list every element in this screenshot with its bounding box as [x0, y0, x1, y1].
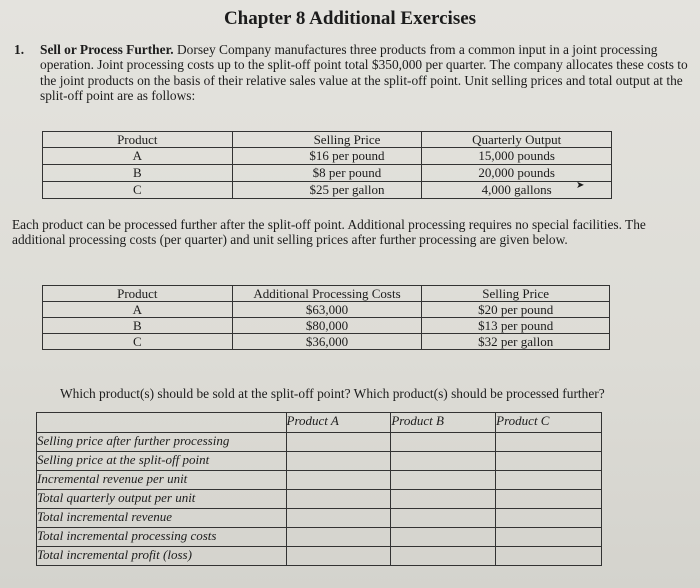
- table-row: [43, 165, 612, 182]
- table-row: [37, 433, 602, 452]
- table-cell: $13 per pound: [422, 318, 610, 334]
- table-cell: A: [43, 302, 233, 318]
- table-row: [43, 132, 612, 148]
- table-header: Product A: [286, 413, 391, 433]
- row-label: Total incremental processing costs: [37, 528, 287, 547]
- answer-cell[interactable]: [496, 471, 602, 490]
- table-cell: 20,000 pounds: [422, 165, 612, 182]
- answer-cell[interactable]: [391, 490, 496, 509]
- table-cell: $25 per gallon: [232, 182, 422, 199]
- row-label: Selling price after further processing: [37, 433, 287, 452]
- table-cell: A: [43, 148, 233, 165]
- table-header: [37, 413, 287, 433]
- answer-cell[interactable]: [496, 528, 602, 547]
- table-row: [37, 413, 602, 433]
- answer-table: [36, 412, 602, 566]
- table-header: Additional Processing Costs: [232, 286, 422, 302]
- table-cell: $63,000: [232, 302, 422, 318]
- table-row: [43, 334, 610, 350]
- table-cell: 15,000 pounds: [422, 148, 612, 165]
- answer-cell[interactable]: [286, 490, 391, 509]
- question-1: [14, 42, 694, 104]
- table-cell: $36,000: [232, 334, 422, 350]
- answer-cell[interactable]: [286, 433, 391, 452]
- question-2: Which product(s) should be sold at the split-off point? Which product(s) should be processed further?: [60, 386, 605, 401]
- answer-cell[interactable]: [391, 509, 496, 528]
- table-cell: C: [43, 334, 233, 350]
- answer-cell[interactable]: [391, 547, 496, 566]
- table-cell: B: [43, 318, 233, 334]
- table-row: [37, 490, 602, 509]
- answer-cell[interactable]: [391, 433, 496, 452]
- answer-cell[interactable]: [496, 452, 602, 471]
- page-title: Chapter 8 Additional Exercises: [223, 8, 477, 29]
- table-header: Selling Price: [232, 132, 422, 148]
- answer-cell[interactable]: [286, 509, 391, 528]
- answer-cell[interactable]: [391, 452, 496, 471]
- further-processing-table: [42, 285, 610, 350]
- answer-cell[interactable]: [496, 433, 602, 452]
- table-row: [37, 547, 602, 566]
- answer-cell[interactable]: [496, 509, 602, 528]
- answer-cell[interactable]: [286, 547, 391, 566]
- answer-cell[interactable]: [286, 452, 391, 471]
- table-header: Product B: [391, 413, 496, 433]
- answer-cell[interactable]: [391, 471, 496, 490]
- table-row: [43, 302, 610, 318]
- table-cell: $80,000: [232, 318, 422, 334]
- table-header: Product: [43, 286, 233, 302]
- table-row: [37, 528, 602, 547]
- answer-cell[interactable]: [496, 547, 602, 566]
- table-row: [37, 471, 602, 490]
- table-header: Quarterly Output: [422, 132, 612, 148]
- table-row: [43, 182, 612, 199]
- table-cell: B: [43, 165, 233, 182]
- answer-cell[interactable]: [286, 471, 391, 490]
- table-cell: $16 per pound: [232, 148, 422, 165]
- table-row: [37, 452, 602, 471]
- split-off-table: [42, 131, 612, 199]
- table-cell: $32 per gallon: [422, 334, 610, 350]
- table-row: [43, 318, 610, 334]
- table-header: Product: [43, 132, 233, 148]
- table-cell: 4,000 gallons: [422, 182, 612, 199]
- table-cell: $8 per pound: [232, 165, 422, 182]
- arrow-mark-icon: ➤: [576, 180, 585, 191]
- question-text: Dorsey Company manufactures three products from a common input in a joint processing operation. Joint processing costs up to the split-off point total $350,000 per quarter. The company allocates these costs to the joint products on the basis of their relative sales value at the split-off point. Unit selling prices and total output at the split-off point are as follows:: [40, 42, 688, 104]
- row-label: Incremental revenue per unit: [37, 471, 287, 490]
- row-label: Total quarterly output per unit: [37, 490, 287, 509]
- answer-cell[interactable]: [496, 490, 602, 509]
- table-header: Product C: [496, 413, 602, 433]
- answer-cell[interactable]: [391, 528, 496, 547]
- table-row: [43, 286, 610, 302]
- table-header: Selling Price: [422, 286, 610, 302]
- table-row: [43, 148, 612, 165]
- row-label: Total incremental profit (loss): [37, 547, 287, 566]
- row-label: Selling price at the split-off point: [37, 452, 287, 471]
- table-cell: C: [43, 182, 233, 199]
- answer-cell[interactable]: [286, 528, 391, 547]
- paragraph-further-processing: Each product can be processed further after the split-off point. Additional processing requires no special facilities. The additional processing costs (per quarter) and unit selling prices after further processing are given below.: [12, 217, 646, 247]
- row-label: Total incremental revenue: [37, 509, 287, 528]
- table-row: [37, 509, 602, 528]
- question-number: 1.: [14, 42, 25, 57]
- question-heading: Sell or Process Further.: [40, 42, 174, 57]
- table-cell: $20 per pound: [422, 302, 610, 318]
